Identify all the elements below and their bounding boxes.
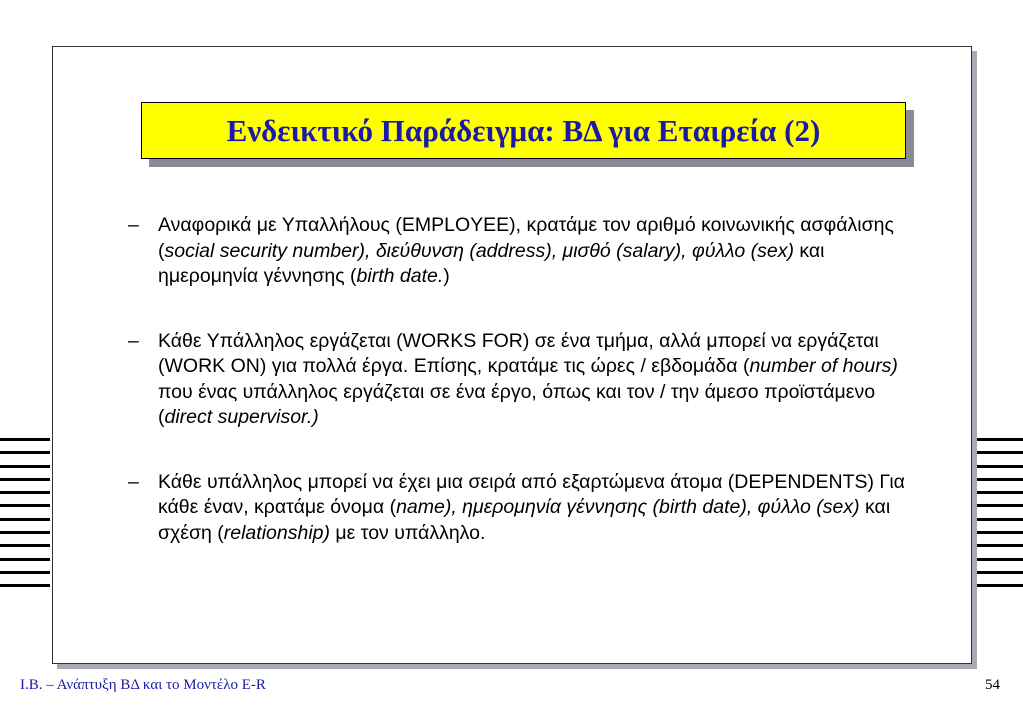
bullet-dash: –: [128, 470, 139, 493]
bullet-segment: birth date.: [356, 265, 444, 287]
decorative-stripes-left: [0, 438, 50, 602]
bullet-segment: με τον υπάλληλο.: [330, 521, 486, 544]
bullet-dash: –: [128, 329, 139, 352]
bullet-segment: relationship): [223, 521, 330, 544]
bullet-segment: και ημερομηνία γέννησης (: [158, 239, 825, 287]
bullet-text: [158, 330, 898, 429]
footer-course-title: Ι.Β. – Ανάπτυξη ΒΔ και το Μοντέλο Ε-R: [20, 677, 266, 693]
decorative-stripes-right: [973, 438, 1023, 602]
title-box: [141, 102, 906, 159]
bullet-segment: ): [443, 265, 450, 287]
bullet-segment: Κάθε υπάλληλος μπορεί να έχει μια σειρά από εξαρτώμενα άτομα (DEPENDENTS) Για κάθε έναν, κρατάμε όνομα (: [158, 470, 905, 518]
bullet-segment: name), ημερομηνία γέννησης (birth date), φύλλο (sex): [396, 496, 860, 518]
bullet-segment: Κάθε Υπάλληλος εργάζεται (WORKS FOR) σε ένα τμήμα, αλλά μπορεί να εργάζεται (WORK ON) για πολλά έργα. Επίσης, κρατάμε τις ώρες / εβδομάδα (: [158, 329, 879, 377]
bullet-segment: Αναφορικά με Υπαλλήλους (EMPLOYEE), κρατάμε τον αριθμό κοινωνικής ασφάλισης (: [158, 214, 894, 262]
slide-title: Ενδεικτικό Παράδειγμα: ΒΔ για Εταιρεία (2): [226, 112, 821, 148]
page-number: 54: [985, 677, 1000, 693]
bullet-segment: number of hours): [749, 355, 898, 377]
bullet-text: [158, 471, 905, 544]
bullet-item: [128, 329, 928, 431]
bullet-item: [128, 213, 928, 290]
bullet-segment: που ένας υπάλληλος εργάζεται σε ένα έργο, όπως και τον / την άμεσο προϊστάμενο (: [158, 380, 876, 428]
bullet-list: [128, 213, 928, 585]
bullet-dash: –: [128, 214, 139, 236]
bullet-segment: και σχέση (: [158, 496, 891, 544]
bullet-segment: social security number), διεύθυνση (address), μισθό (salary), φύλλο (sex): [164, 239, 794, 262]
bullet-item: [128, 470, 928, 547]
bullet-segment: direct supervisor.): [164, 406, 319, 428]
bullet-text: [158, 214, 894, 287]
